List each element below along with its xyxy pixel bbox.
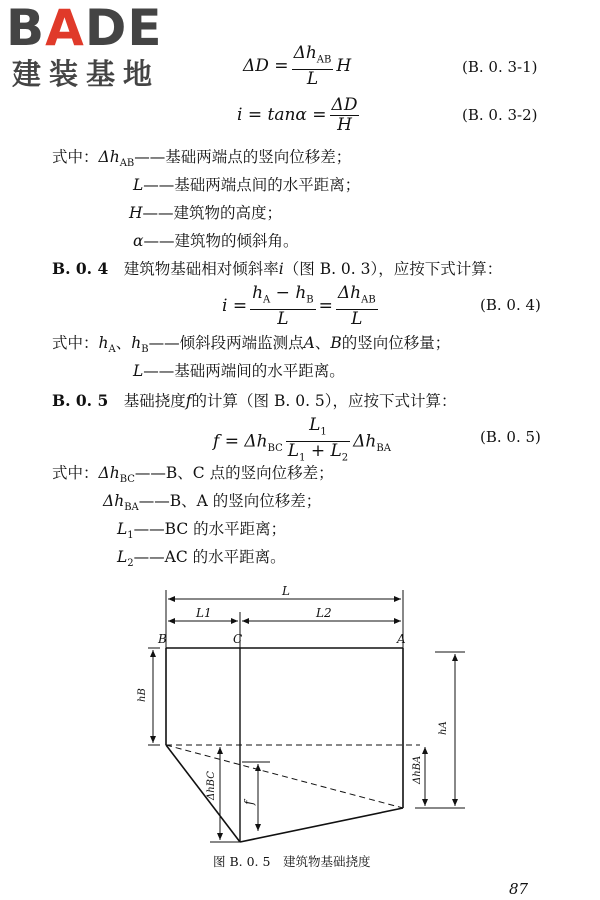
equation-number-b031: (B. 0. 3-1) (462, 58, 538, 76)
definition-row: 式中：$\Delta h_{AB}——$基础两端点的竖向位移差； (52, 148, 352, 170)
equation-number-b032: (B. 0. 3-2) (462, 106, 538, 124)
figure-caption: 图 B. 0. 5 建筑物基础挠度 (213, 854, 371, 869)
definitions-block-2: 式中：$h_A$、$h_B——$倾斜段两端监测点A、B的竖向位移量； (52, 334, 451, 356)
definition-row: $L_2——AC$ 的水平距离。 (117, 548, 286, 570)
definition-row: $L_1——BC$ 的水平距离； (117, 520, 287, 542)
figure-label-dhBA: ΔhBA (412, 755, 423, 784)
equation-b031: ΔD = $\frac{\Delta h_{AB}}{L}$ H (243, 43, 352, 90)
figure-label-L: L (282, 584, 290, 598)
deflected-base-left (166, 745, 240, 842)
definition-row: L——基础两端点间的水平距离； (133, 176, 361, 194)
figure-label-L2: L2 (316, 606, 332, 620)
reference-line-chord (166, 745, 403, 808)
brand-logo-accent-letter: A (45, 0, 85, 57)
deflected-base-right (240, 808, 403, 842)
equation-b032: i = tanα = $\frac{\Delta D}{H}$ (237, 95, 358, 135)
page-number: 87 (509, 880, 529, 898)
brand-logo-subtitle: 建装基地 (12, 57, 161, 91)
figure-point-A: A (397, 632, 406, 646)
definition-row: H——建筑物的高度； (129, 204, 283, 222)
definitions-block-3: 式中：$\Delta h_{BC}——B$、C 点的竖向位移差； (52, 464, 334, 486)
definition-row: $\Delta h_{BA}——B$、A 的竖向位移差； (103, 492, 322, 514)
figure-label-L1: L1 (196, 606, 212, 620)
brand-logo-text: BADE (6, 0, 163, 57)
figure-label-dhBC: ΔhBC (206, 771, 217, 800)
equation-b05: $f = \Delta h_{BC}$ $\frac{L_1}{L_1 + L_2}$ $\Delta h_{BA}$ (213, 415, 391, 464)
section-b04-heading: B. 0. 4 建筑物基础相对倾斜率i（图 B. 0. 3），应按下式计算： (52, 259, 503, 278)
figure-point-B: B (158, 632, 167, 646)
equation-number-b05: (B. 0. 5) (480, 428, 541, 446)
figure-label-hB: hB (137, 688, 148, 702)
figure-label-hA: hA (438, 721, 449, 735)
figure-point-C: C (233, 632, 243, 646)
equation-b04: i = $\frac{h_A - h_B}{L}$ = $\frac{\Delta h_{AB}}{L}$ (222, 283, 376, 330)
section-b05-heading: B. 0. 5 基础挠度f的计算（图 B. 0. 5），应按下式计算： (52, 391, 457, 410)
equation-number-b04: (B. 0. 4) (480, 296, 541, 314)
definition-row: α——建筑物的倾斜角。 (133, 232, 299, 250)
figure-label-f: f (242, 800, 256, 805)
definition-row: L——基础两端间的水平距离。 (133, 362, 345, 380)
